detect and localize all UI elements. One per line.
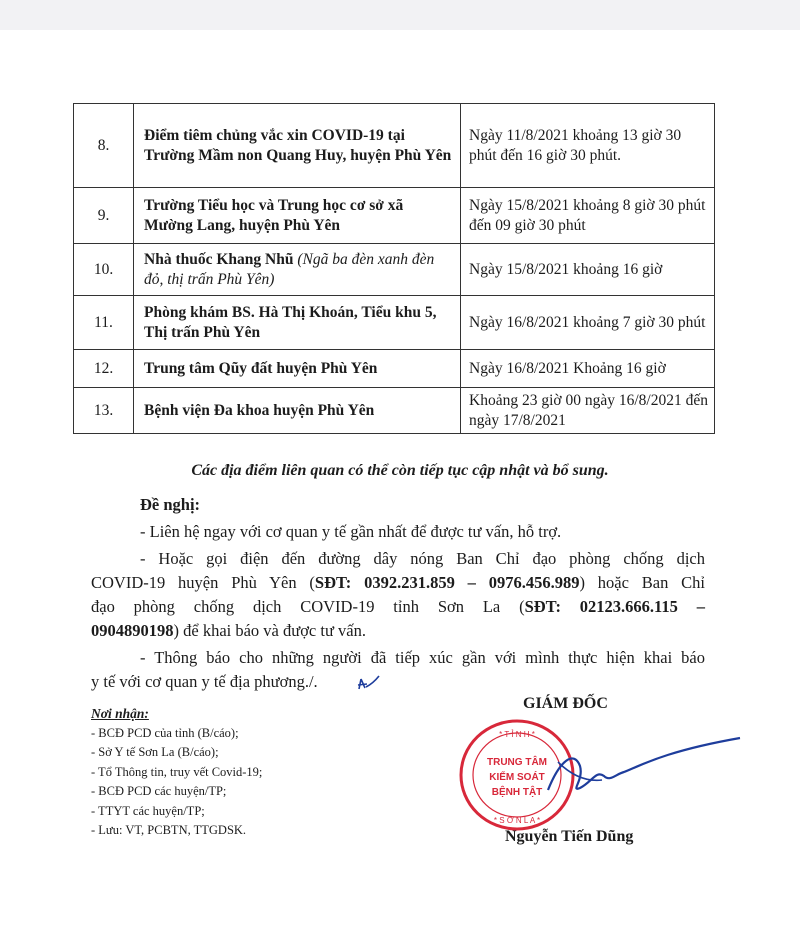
seal-line-1: TRUNG TÂM	[487, 757, 547, 768]
scan-top-band	[0, 0, 800, 30]
location-name: Trung tâm Qũy đất huyện Phù Yên	[144, 359, 378, 377]
table-row	[74, 296, 715, 350]
recommendation-2-line2: COVID-19 huyện Phù Yên (SĐT: 0392.231.859 – 0976.456.989) hoặc Ban Chỉ	[91, 573, 705, 592]
location-cell	[134, 350, 461, 388]
table-row	[74, 388, 715, 434]
recipients-block	[91, 704, 262, 841]
row-number: 8.	[74, 104, 134, 188]
recommendation-2-line3: đạo phòng chống dịch COVID-19 tỉnh Sơn La (SĐT: 02123.666.115 –	[91, 597, 705, 616]
recipient-item: - Sở Y tế Sơn La (B/cáo);	[91, 745, 219, 759]
locations-table	[73, 103, 715, 434]
location-cell	[134, 104, 461, 188]
location-cell	[134, 188, 461, 244]
recipient-item: - BCĐ PCD của tỉnh (B/cáo);	[91, 725, 239, 740]
recipient-item: - BCĐ PCD các huyện/TP;	[91, 784, 227, 798]
svg-text:* T Ỉ N H *: * T Ỉ N H *	[499, 730, 535, 739]
seal-line-3: BỆNH TẬT	[491, 787, 543, 798]
director-name: Nguyễn Tiến Dũng	[505, 828, 634, 845]
hotline-phone-district: SĐT: 0392.231.859 – 0976.456.989	[314, 573, 580, 592]
seal-line-2: KIỂM SOÁT	[489, 772, 545, 783]
location-name: Nhà thuốc Khang Nhũ	[144, 250, 294, 268]
hotline-phone-province: SĐT: 02123.666.115 –	[524, 597, 705, 616]
director-title: GIÁM ĐỐC	[523, 695, 608, 712]
time-cell: Ngày 11/8/2021 khoảng 13 giờ 30 phút đến 16 giờ 30 phút.	[461, 104, 715, 188]
time-cell: Khoảng 23 giờ 00 ngày 16/8/2021 đến ngày 17/8/2021	[461, 388, 715, 434]
location-cell	[134, 388, 461, 434]
recommendation-3-line2: y tế với cơ quan y tế địa phương./.	[91, 672, 318, 691]
de-nghi-heading: Đề nghị:	[140, 495, 201, 514]
time-cell: Ngày 15/8/2021 khoảng 8 giờ 30 phút đến 09 giờ 30 phút	[461, 188, 715, 244]
recommendation-3-line1: - Thông báo cho những người đã tiếp xúc gần với mình thực hiện khai báo	[140, 648, 705, 667]
recommendation-1: - Liên hệ ngay với cơ quan y tế gần nhất để được tư vấn, hỗ trợ.	[140, 522, 562, 541]
recipient-item: - Lưu: VT, PCBTN, TTGDSK.	[91, 823, 247, 837]
table-row	[74, 244, 715, 296]
recommendation-2-line4: 0904890198) để khai báo và được tư vấn.	[91, 621, 366, 640]
table-row	[74, 350, 715, 388]
director-signature	[540, 730, 750, 810]
recommendation-2-line1: - Hoặc gọi điện đến đường dây nóng Ban Chỉ đạo phòng chống dịch	[140, 549, 705, 568]
locations-table-body	[74, 104, 715, 434]
location-cell	[134, 244, 461, 296]
location-name: Điểm tiêm chủng vắc xin COVID-19 tại Trường Mầm non Quang Huy, huyện Phù Yên	[144, 126, 452, 164]
row-number: 13.	[74, 388, 134, 434]
row-number: 12.	[74, 350, 134, 388]
handwritten-mark	[355, 673, 381, 693]
row-number: 10.	[74, 244, 134, 296]
recipients-heading: Nơi nhận:	[91, 706, 149, 721]
time-cell: Ngày 16/8/2021 Khoảng 16 giờ	[461, 350, 715, 388]
location-detail: (Ngã ba đèn xanh đèn đỏ, thị trấn Phù Yên)	[144, 250, 435, 288]
time-cell: Ngày 15/8/2021 khoảng 16 giờ	[461, 244, 715, 296]
table-row	[74, 188, 715, 244]
svg-text:* S Ơ N L A *: * S Ơ N L A *	[493, 816, 541, 825]
location-name: Phòng khám BS. Hà Thị Khoán, Tiểu khu 5, Thị trấn Phù Yên	[144, 303, 437, 341]
location-name: Bệnh viện Đa khoa huyện Phù Yên	[144, 401, 375, 419]
time-cell: Ngày 16/8/2021 khoảng 7 giờ 30 phút	[461, 296, 715, 350]
recipient-item: - Tổ Thông tin, truy vết Covid-19;	[91, 764, 263, 779]
recipient-item: - TTYT các huyện/TP;	[91, 803, 205, 818]
table-row	[74, 104, 715, 188]
row-number: 11.	[74, 296, 134, 350]
location-cell	[134, 296, 461, 350]
row-number: 9.	[74, 188, 134, 244]
location-name: Trường Tiểu học và Trung học cơ sở xã Mường Lang, huyện Phù Yên	[144, 196, 404, 234]
update-note: Các địa điểm liên quan có thể còn tiếp tục cập nhật và bổ sung.	[191, 462, 609, 479]
